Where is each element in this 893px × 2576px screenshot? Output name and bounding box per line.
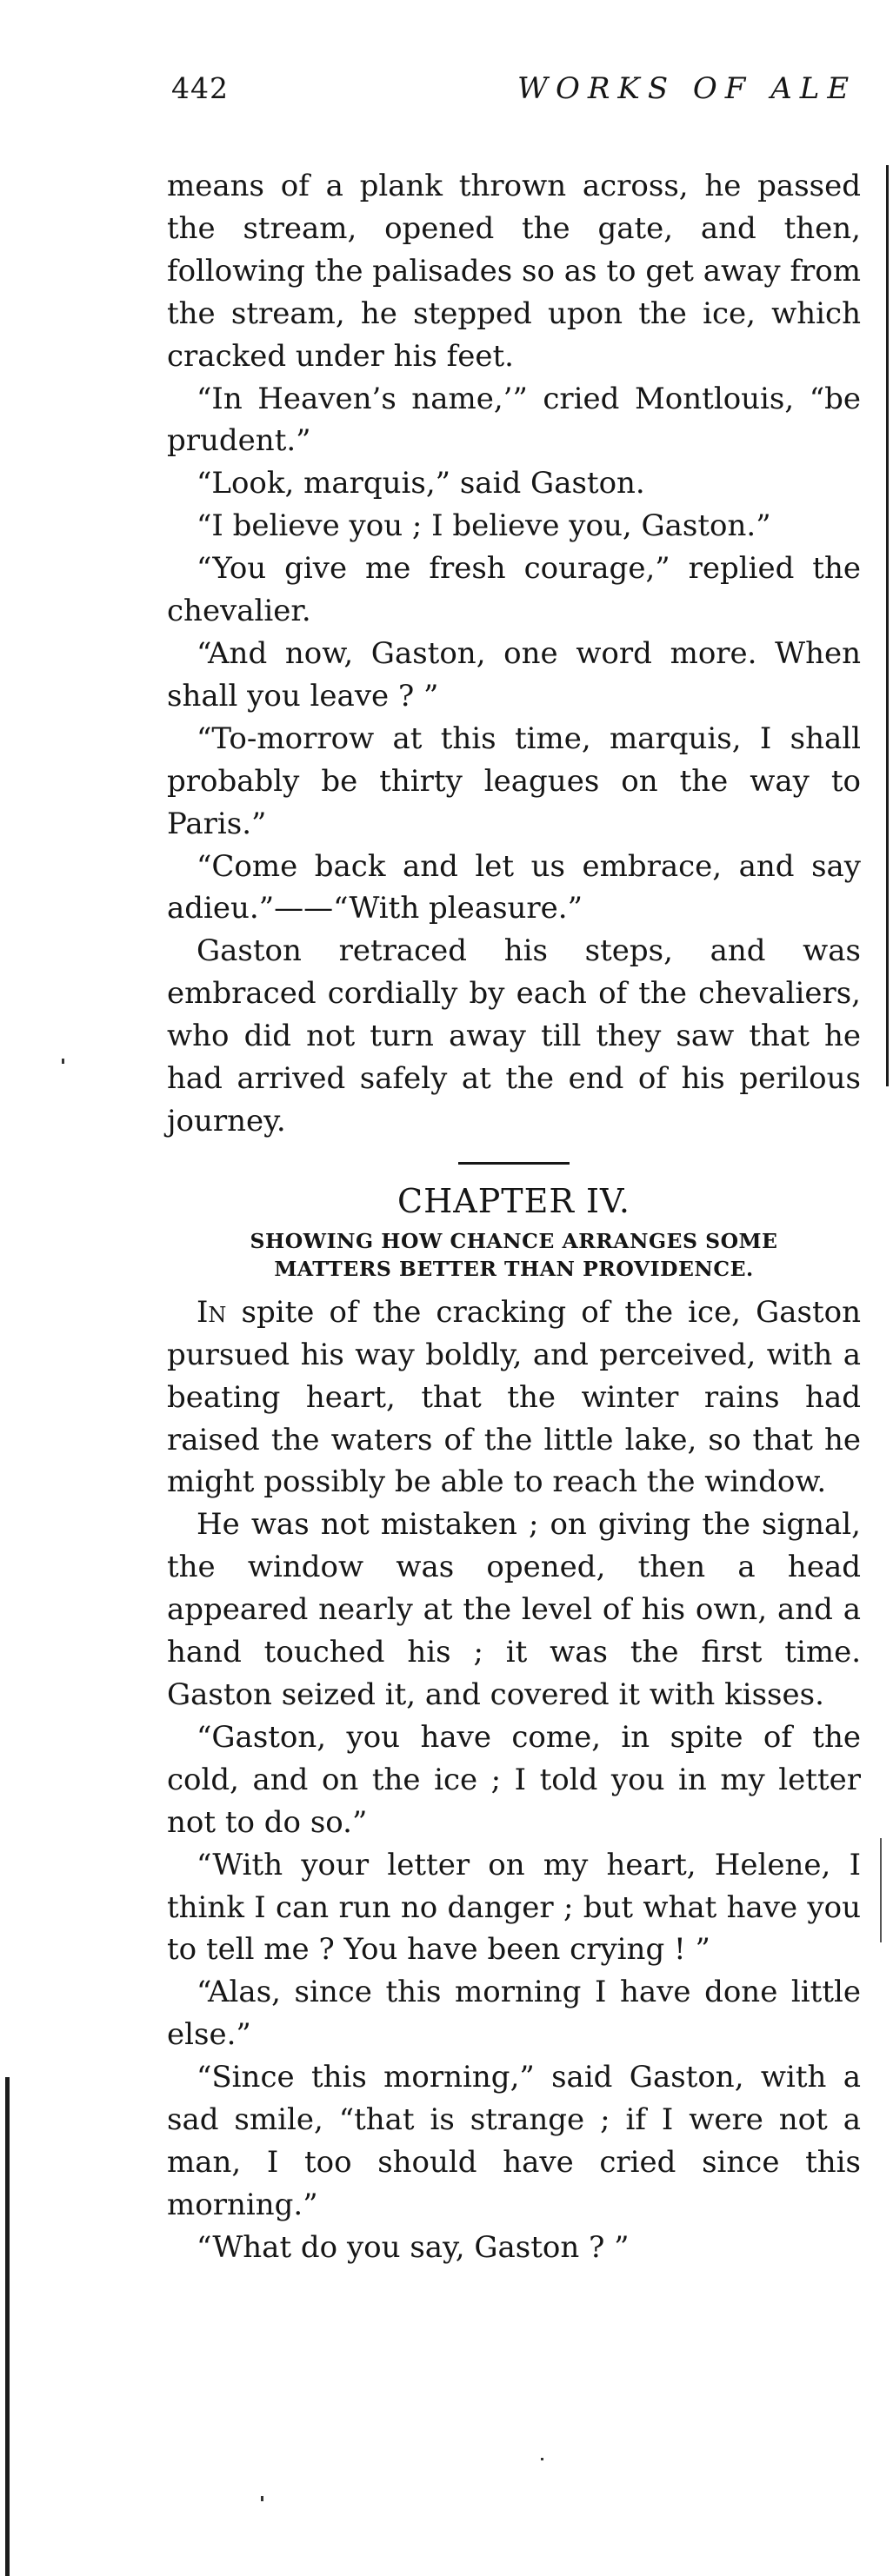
paragraph-3: “Look, marquis,” said Gaston.	[197, 466, 645, 501]
scan-speck	[261, 2496, 263, 2501]
page-header	[171, 71, 893, 115]
scan-speck	[541, 2458, 543, 2460]
paragraph-10	[167, 1291, 861, 1504]
paragraph-16: “What do you say, Gaston ? ”	[197, 2229, 630, 2265]
paragraph-10-text: spite of the cracking of the ice, Gaston pursued his way boldly, and perceived, with a beating heart, that the winter rains had raised the waters of the little lake, so that he might possibly be able to reach the window.	[167, 1294, 861, 1500]
paragraph-4: “I believe you ; I believe you, Gaston.”	[197, 508, 771, 544]
paragraph-13: “With your letter on my heart, Helene, I think I can run no danger ; but what have you to tell me ? You have been crying ! ”	[167, 1847, 861, 1968]
running-head: WORKS OF ALE	[517, 71, 857, 106]
text-column	[167, 165, 861, 2269]
paragraph-1: means of a plank thrown across, he passed the stream, opened the gate, and then, following the palisades so as to get away from the stream, he stepped upon the ice, which cracked under his feet.	[167, 169, 861, 374]
paragraph-6: “And now, Gaston, one word more. When shall you leave ? ”	[167, 635, 861, 714]
paragraph-9: Gaston retraced his steps, and was embraced cordially by each of the chevaliers, who did not turn away till they saw that he had arrived safely at the end of his perilous journey.	[167, 933, 861, 1139]
chapter-subtitle-line-1: SHOWING HOW CHANCE ARRANGES SOME	[250, 1228, 778, 1253]
right-margin-mark	[880, 1838, 882, 1942]
chapter-title: CHAPTER IV.	[397, 1181, 630, 1220]
page-number: 442	[171, 71, 229, 105]
right-margin-rule	[886, 165, 889, 1086]
chapter-subtitle-line-2: MATTERS BETTER THAN PROVIDENCE.	[274, 1256, 754, 1281]
drop-word: In	[197, 1294, 227, 1330]
scan-speck	[62, 1059, 64, 1064]
paragraph-5: “You give me fresh courage,” replied the chevalier.	[167, 551, 861, 629]
chapter-subtitle	[167, 1227, 861, 1283]
paragraph-14: “Alas, since this morning I have done little else.”	[167, 1975, 861, 2053]
paragraph-11: He was not mistaken ; on giving the signal, the window was opened, then a head appeared nearly at the level of his own, and a hand touched his ; it was the first time. Gaston seized it, and covered it with kisses.	[167, 1507, 861, 1712]
paragraph-15: “Since this morning,” said Gaston, with a sad smile, “that is strange ; if I were not a man, I too should have cried since this morning.”	[167, 2060, 861, 2222]
left-margin-rule	[5, 2077, 10, 2576]
paragraph-12: “Gaston, you have come, in spite of the cold, and on the ice ; I told you in my letter not to do so.”	[167, 1719, 861, 1840]
section-divider	[458, 1162, 570, 1165]
paragraph-2: “In Heaven’s name,’” cried Montlouis, “be prudent.”	[167, 381, 861, 459]
paragraph-8: “Come back and let us embrace, and say adieu.”——“With pleasure.”	[167, 848, 861, 926]
paragraph-7: “To-morrow at this time, marquis, I shall probably be thirty leagues on the way to Paris.”	[167, 720, 861, 841]
